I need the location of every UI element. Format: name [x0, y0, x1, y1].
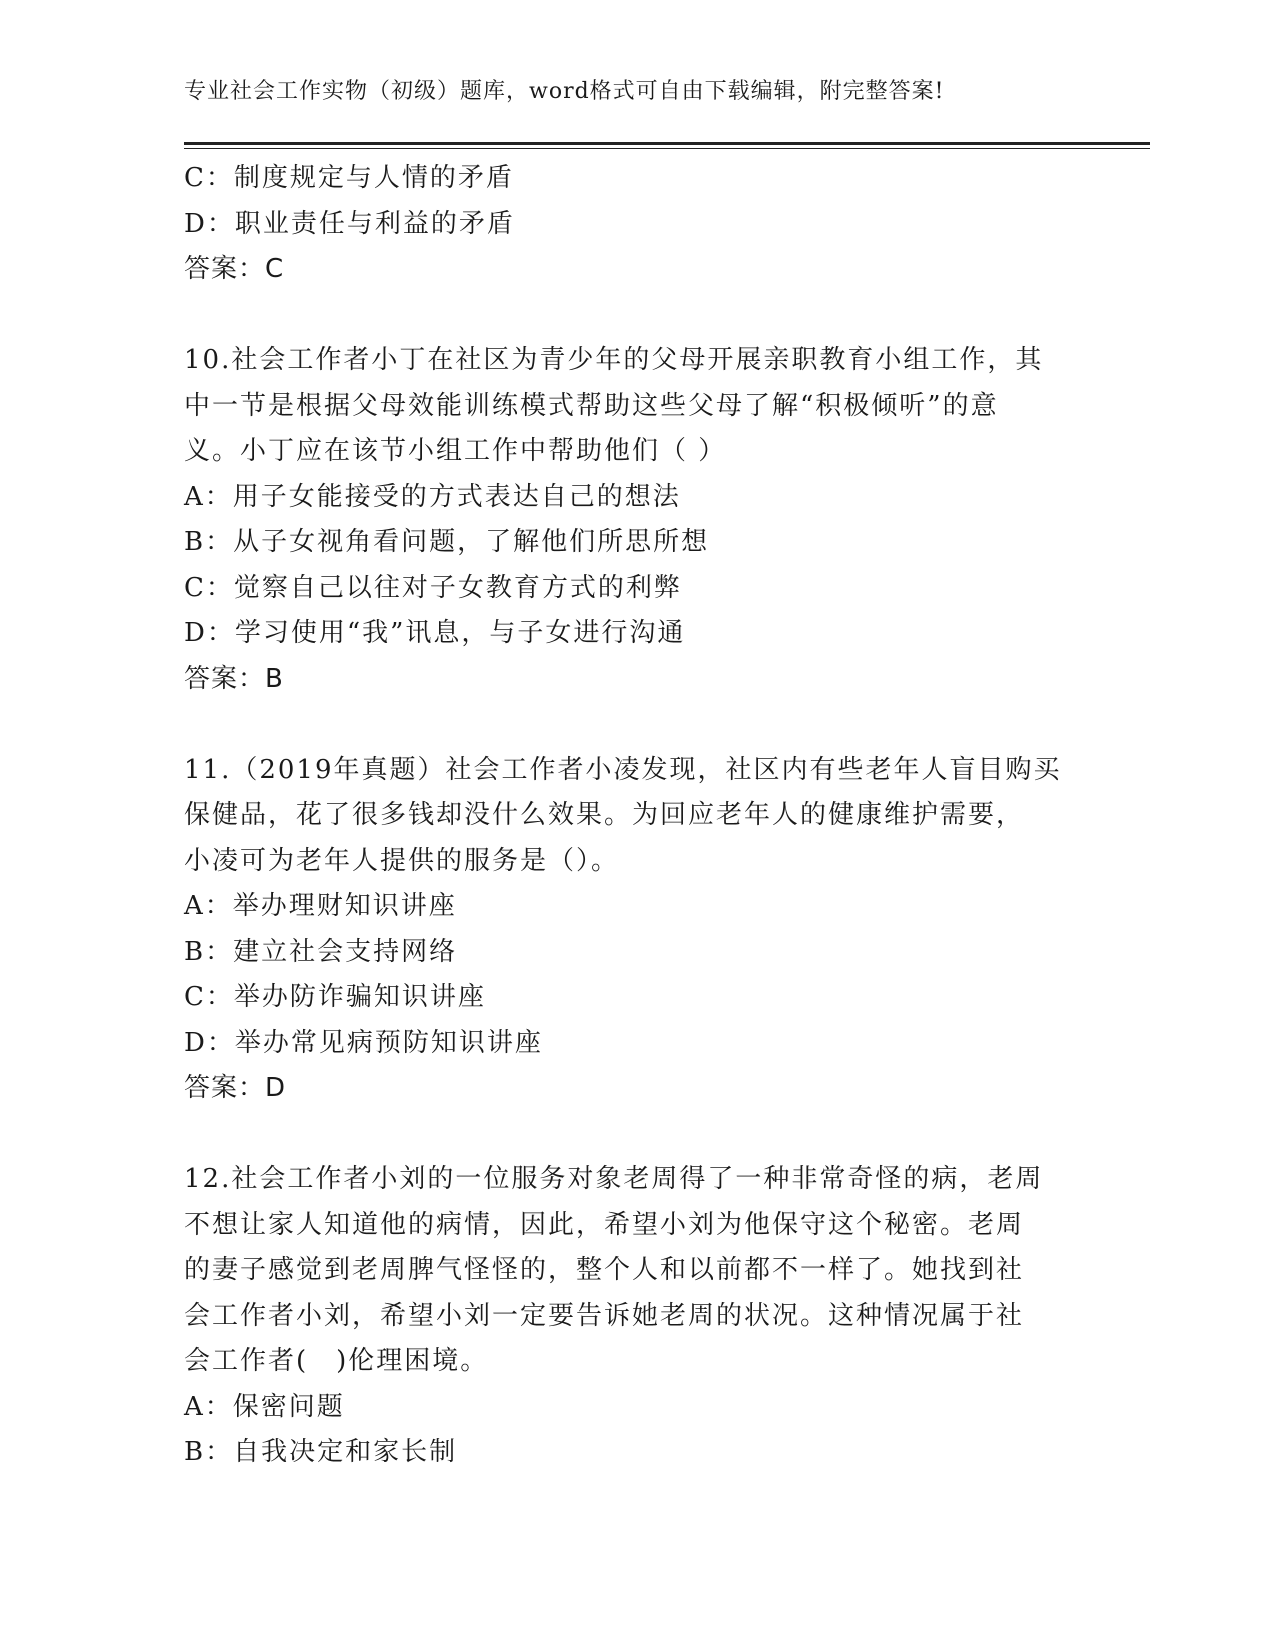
answer: 答案：B	[184, 663, 284, 694]
header-divider	[184, 142, 1150, 149]
question-stem-line: 义。小丁应在该节小组工作中帮助他们（ ）	[184, 436, 727, 466]
question-10	[184, 338, 1084, 702]
question-stem-line: 10.社会工作者小丁在社区为青少年的父母开展亲职教育小组工作，其	[184, 345, 1044, 375]
answer: 答案：C	[184, 254, 285, 284]
option-b: B：自我决定和家长制	[184, 1437, 458, 1467]
question-stem-line: 会工作者小刘，希望小刘一定要告诉她老周的状况。这种情况属于社	[184, 1300, 1025, 1331]
question-stem-line: 中一节是根据父母效能训练模式帮助这些父母了解“积极倾听”的意	[184, 390, 999, 421]
question-stem-line: 的妻子感觉到老周脾气怪怪的，整个人和以前都不一样了。她找到社	[184, 1255, 1025, 1285]
question-stem-line: 会工作者( )伦理困境。	[184, 1346, 489, 1376]
question-stem-line: 不想让家人知道他的病情，因此，希望小刘为他保守这个秘密。老周	[184, 1209, 1025, 1240]
option-b: B：建立社会支持网络	[184, 936, 458, 967]
question-stem-line: 12.社会工作者小刘的一位服务对象老周得了一种非常奇怪的病，老周	[184, 1164, 1044, 1194]
option-c: C：举办防诈骗知识讲座	[184, 982, 486, 1012]
option-c: C：制度规定与人情的矛盾	[184, 163, 514, 193]
option-a: A：用子女能接受的方式表达自己的想法	[184, 481, 681, 512]
page-header-title: 专业社会工作实物（初级）题库，word格式可自由下载编辑，附完整答案!	[184, 79, 945, 104]
question-11	[184, 748, 1084, 1112]
option-b: B：从子女视角看问题，了解他们所思所想	[184, 527, 710, 557]
option-d: D：职业责任与利益的矛盾	[184, 208, 515, 239]
question-stem-line: 小凌可为老年人提供的服务是（）。	[184, 845, 620, 876]
option-a: A：举办理财知识讲座	[184, 891, 457, 921]
option-d: D：举办常见病预防知识讲座	[184, 1027, 543, 1058]
question-12	[184, 1157, 1084, 1476]
answer: 答案：D	[184, 1073, 287, 1103]
question-stem-line: 保健品，花了很多钱却没什么效果。为回应老年人的健康维护需要，	[184, 800, 1025, 830]
option-c: C：觉察自己以往对子女教育方式的利弊	[184, 572, 682, 603]
question-list	[184, 156, 1084, 1476]
question-stem-line: 11.（2019年真题）社会工作者小凌发现，社区内有些老年人盲目购买	[184, 754, 1062, 785]
option-a: A：保密问题	[184, 1391, 345, 1422]
option-d: D：学习使用“我”讯息，与子女进行沟通	[184, 618, 686, 648]
